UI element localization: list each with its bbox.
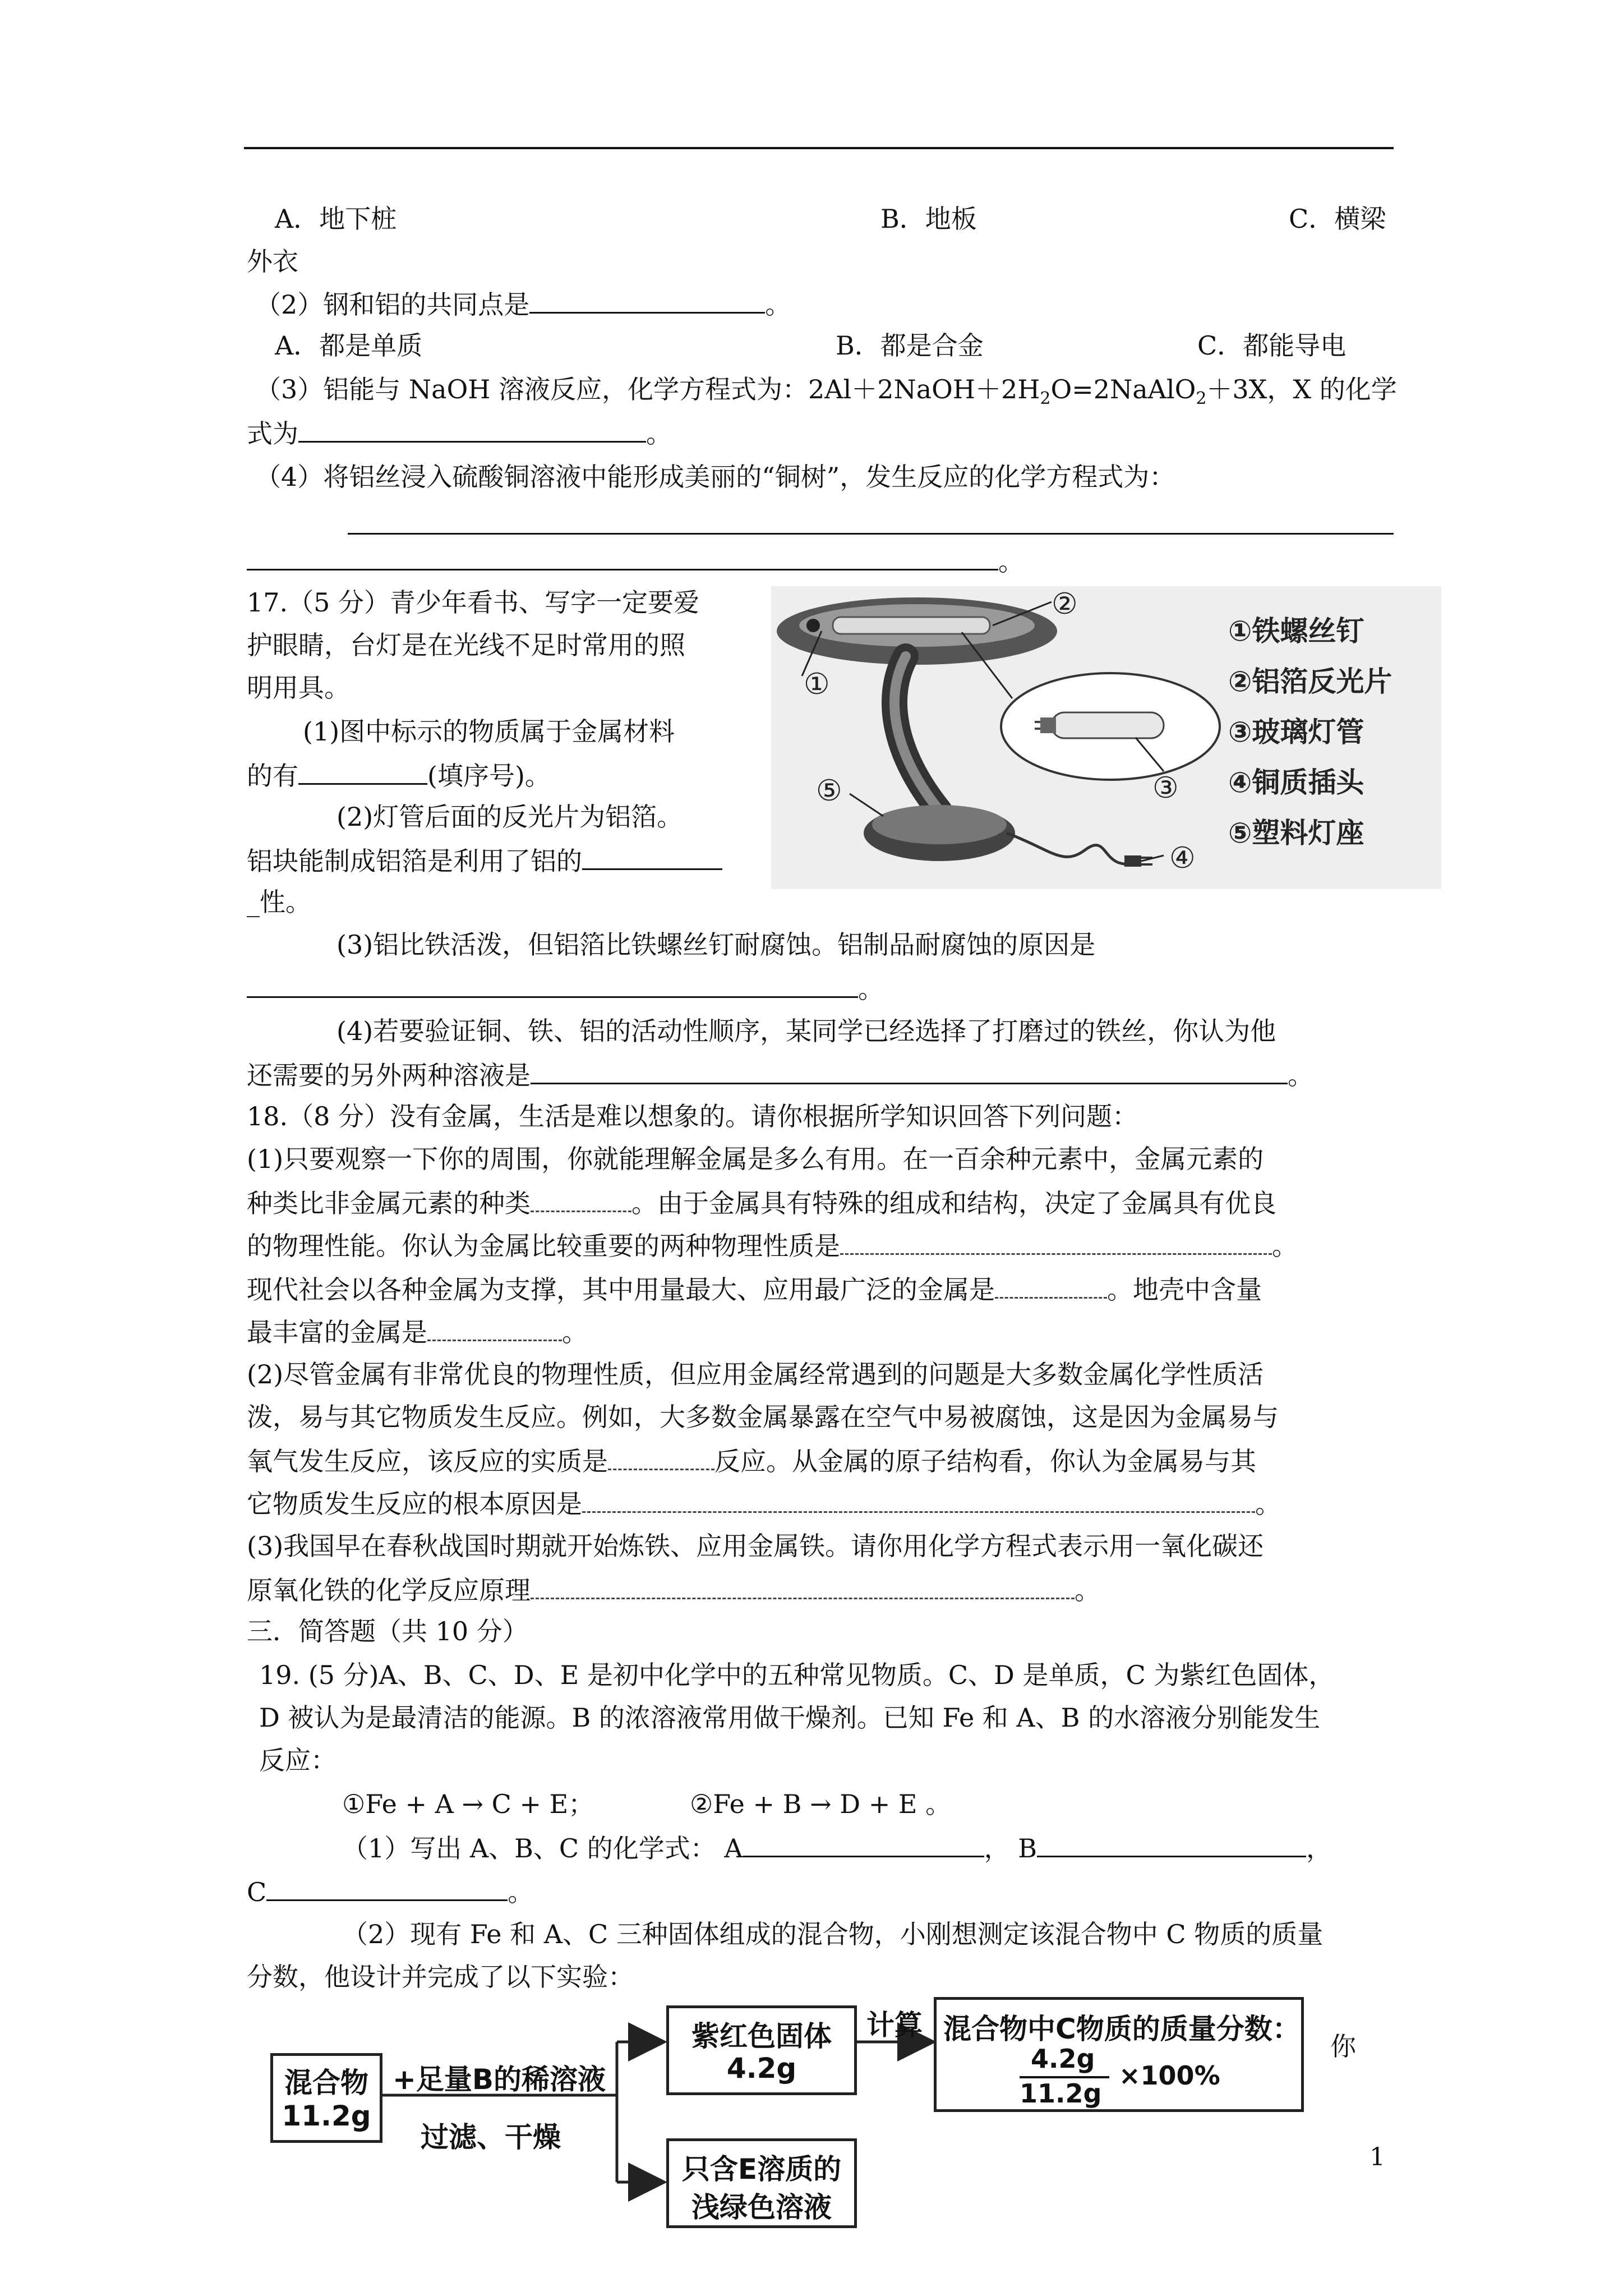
q18-part2-line1: (2)尽管金属有非常优良的物理性质，但应用金属经常遇到的问题是大多数金属化学性质活 bbox=[247, 1359, 1264, 1389]
q17-part1: (1)图中标示的物质属于金属材料 bbox=[303, 716, 675, 747]
legend-item-2: ②铝箔反光片 bbox=[1228, 665, 1393, 698]
mixture-box bbox=[270, 2053, 382, 2143]
result-title: 混合物中C物质的质量分数： bbox=[943, 2013, 1301, 2045]
q18-header: 18.（8 分）没有金属，生活是难以想象的。请你根据所学知识回答下列问题： bbox=[247, 1101, 1138, 1131]
q16-part4-line2: 。 bbox=[247, 544, 1024, 577]
q18-part2-line2: 泼，易与其它物质发生反应。例如，大多数金属暴露在空气中易被腐蚀，这是因为金属易与 bbox=[247, 1402, 1279, 1432]
callout-2: ② bbox=[1052, 587, 1078, 621]
green-solution-label-1: 只含E溶质的 bbox=[681, 2153, 842, 2185]
q17-line3: 明用具。 bbox=[247, 673, 350, 703]
callout-4: ④ bbox=[1169, 841, 1196, 875]
q19-line3: 反应： bbox=[259, 1745, 336, 1775]
q18-part1-line5: 最丰富的金属是 。 bbox=[247, 1315, 588, 1348]
q18-part3-line1: (3)我国早在春秋战国时期就开始炼铁、应用金属铁。请你用化学方程式表示用一氧化碳还 bbox=[247, 1531, 1264, 1561]
q18-part3-line2: 原氧化铁的化学反应原理 。 bbox=[247, 1573, 1100, 1606]
green-solution-box bbox=[666, 2138, 857, 2228]
q16-option-b: B．地板 bbox=[880, 204, 977, 234]
purple-solid-mass: 4.2g bbox=[726, 2052, 797, 2085]
q19-part1-line2: C 。 bbox=[247, 1875, 533, 1908]
legend-item-1: ①铁螺丝钉 bbox=[1228, 615, 1364, 647]
q17-part2-line3: _性。 bbox=[247, 887, 311, 917]
q19-equation-1: ①Fe + A → C + E； bbox=[342, 1789, 594, 1819]
q19-part2-line2: 分数，他设计并完成了以下实验： bbox=[247, 1962, 634, 1992]
q18-part1-line2: 种类比非金属元素的种类 。由于金属具有特殊的组成和结构，决定了金属具有优良 bbox=[247, 1186, 1276, 1219]
q16-part4: （4）将铝丝浸入硫酸铜溶液中能形成美丽的“铜树”，发生反应的化学方程式为： bbox=[255, 462, 1175, 492]
q18-part2-line4: 它物质发生反应的根本原因是 。 bbox=[247, 1487, 1281, 1520]
reagent-label: +足量B的稀溶液 bbox=[393, 2063, 606, 2096]
legend-item-3: ③玻璃灯管 bbox=[1228, 716, 1364, 748]
calc-label: 计算 bbox=[866, 2009, 923, 2041]
q17-part2: (2)灯管后面的反光片为铝箔。 bbox=[336, 802, 683, 832]
page-number: 1 bbox=[1370, 2143, 1385, 2171]
q18-part1-line1: (1)只要观察一下你的周围，你就能理解金属是多么有用。在一百余种元素中，金属元素的 bbox=[247, 1144, 1264, 1174]
q16-part3: （3）铝能与 NaOH 溶液反应，化学方程式为：$2Al+2NaOH+2H_2O=2NaAlO_2+3X$，X 的化学 bbox=[255, 374, 1397, 409]
callout-1: ① bbox=[804, 668, 830, 701]
q19-part1: （1）写出 A、B、C 的化学式： A ， B ， bbox=[342, 1831, 1332, 1864]
legend-item-5: ⑤塑料灯座 bbox=[1228, 817, 1364, 849]
callout-3: ③ bbox=[1152, 771, 1179, 805]
q19-trailing-text: 你 bbox=[1330, 2031, 1356, 2062]
q18-part2-line3: 氧气发生反应，该反应的实质是 反应。从金属的原子结构看，你认为金属易与其 bbox=[247, 1444, 1256, 1477]
q16-part3-line2: 式为 。 bbox=[247, 416, 672, 449]
fraction-denominator: 11.2g bbox=[1020, 2078, 1102, 2109]
q16-option-c: C．横梁 bbox=[1289, 204, 1386, 234]
q19-line2: D 被认为是最清洁的能源。B 的浓溶液常用做干燥剂。已知 Fe 和 A、B 的水溶液分别能发生 bbox=[259, 1703, 1321, 1733]
q19-part2-line1: （2）现有 Fe 和 A、C 三种固体组成的混合物，小刚想测定该混合物中 C 物质的质量 bbox=[342, 1919, 1324, 1949]
q17-part3-line2: 。 bbox=[247, 972, 884, 1005]
q17-line1: 17.（5 分）青少年看书、写字一定要爱 bbox=[247, 587, 700, 618]
q16-part2-option-a: A．都是单质 bbox=[275, 330, 423, 361]
q17-part2-line2: 铝块能制成铝箔是利用了铝的 bbox=[247, 844, 722, 877]
q18-part1-line3: 的物理性能。你认为金属比较重要的两种物理性质是 。 bbox=[247, 1228, 1298, 1262]
q16-option-wrap: 外衣 bbox=[247, 246, 298, 277]
q17-line2: 护眼睛，台灯是在光线不足时常用的照 bbox=[247, 630, 685, 660]
mixture-mass: 11.2g bbox=[282, 2100, 371, 2132]
fraction-numerator: 4.2g bbox=[1031, 2044, 1095, 2074]
purple-solid-box bbox=[666, 2005, 857, 2095]
q16-part2-option-b: B．都是合金 bbox=[836, 330, 984, 361]
mixture-label: 混合物 bbox=[284, 2067, 368, 2099]
q17-part1-line2: 的有 (填序号)。 bbox=[247, 758, 551, 792]
q17-part3: (3)铝比铁活泼，但铝箔比铁螺丝钉耐腐蚀。铝制品耐腐蚀的原因是 bbox=[336, 930, 1096, 960]
q16-option-a: A．地下桩 bbox=[275, 204, 397, 234]
callout-5: ⑤ bbox=[816, 774, 842, 808]
legend-item-4: ④铜质插头 bbox=[1228, 766, 1364, 799]
q17-part4: (4)若要验证铜、铁、铝的活动性顺序，某同学已经选择了打磨过的铁丝，你认为他 bbox=[336, 1016, 1276, 1046]
process-label: 过滤、干燥 bbox=[421, 2121, 561, 2154]
q19-equation-2: ②Fe + B → D + E 。 bbox=[690, 1789, 952, 1819]
q16-part2: （2）钢和铝的共同点是 。 bbox=[255, 287, 791, 320]
purple-solid-label: 紫红色固体 bbox=[691, 2020, 832, 2053]
q17-part4-line2: 还需要的另外两种溶液是 。 bbox=[247, 1058, 1313, 1091]
q19-line1: 19. (5 分)A、B、C、D、E 是初中化学中的五种常见物质。C、D 是单质，C 为紫红色固体， bbox=[259, 1660, 1335, 1690]
green-solution-label-2: 浅绿色溶液 bbox=[691, 2191, 832, 2224]
q18-part1-line4: 现代社会以各种金属为支撑，其中用量最大、应用最广泛的金属是 。地壳中含量 bbox=[247, 1272, 1262, 1305]
fraction-multiplier: ×100% bbox=[1119, 2060, 1220, 2091]
q16-part2-option-c: C．都能导电 bbox=[1197, 330, 1347, 361]
section-3-title: 三．简答题（共 10 分） bbox=[247, 1616, 528, 1646]
result-box bbox=[934, 1997, 1304, 2112]
